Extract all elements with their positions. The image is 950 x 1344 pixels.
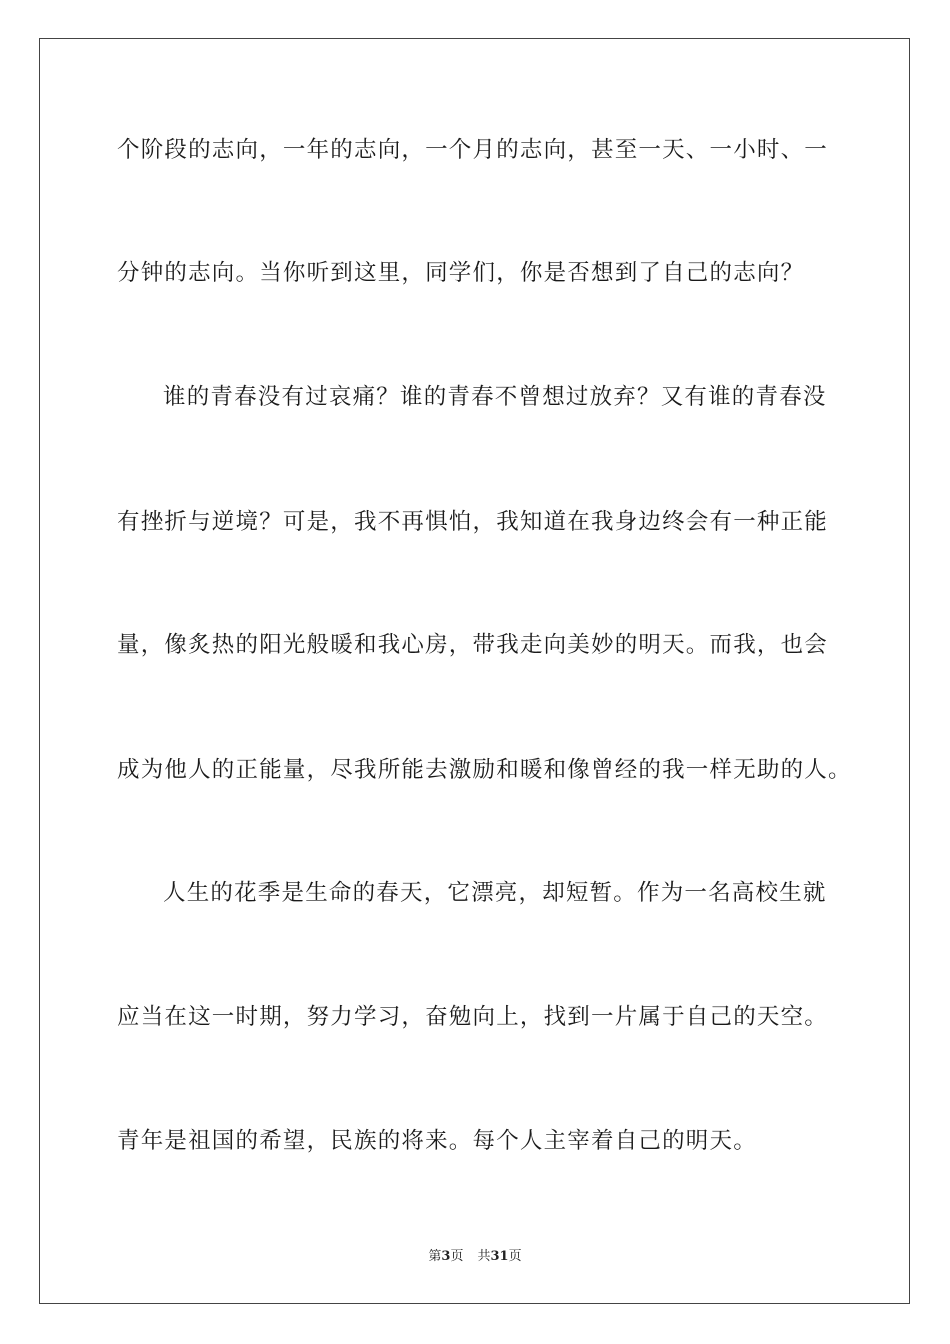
current-page-number: 3 xyxy=(441,1249,451,1264)
total-suffix: 页 xyxy=(508,1249,522,1264)
page-suffix: 页 xyxy=(450,1249,464,1264)
text-line-2: 分钟的志向。当你听到这里，同学们，你是否想到了自己的志向？ xyxy=(117,260,805,286)
text-line-5: 量，像炙热的阳光般暖和我心房，带我走向美妙的明天。而我，也会 xyxy=(117,632,829,658)
page-prefix: 第 xyxy=(428,1249,442,1264)
text-line-6: 成为他人的正能量，尽我所能去激励和暖和像曾经的我一样无助的人。 xyxy=(117,757,852,783)
total-pages-number: 31 xyxy=(490,1249,509,1264)
page-footer xyxy=(0,1248,950,1266)
text-line-8: 应当在这一时期，努力学习，奋勉向上，找到一片属于自己的天空。 xyxy=(117,1004,829,1030)
paragraph-3-line-1: 人生的花季是生命的春天，它漂亮，却短暂。作为一名高校生就 xyxy=(163,880,827,906)
text-line-1: 个阶段的志向，一年的志向，一个月的志向，甚至一天、一小时、一 xyxy=(117,137,829,163)
paragraph-2-line-1: 谁的青春没有过哀痛？谁的青春不曾想过放弃？又有谁的青春没 xyxy=(163,384,827,410)
text-line-9: 青年是祖国的希望，民族的将来。每个人主宰着自己的明天。 xyxy=(117,1128,757,1154)
text-line-4: 有挫折与逆境？可是，我不再惧怕，我知道在我身边终会有一种正能 xyxy=(117,509,829,535)
total-prefix: 共 xyxy=(477,1249,491,1264)
page-border xyxy=(39,38,910,1304)
